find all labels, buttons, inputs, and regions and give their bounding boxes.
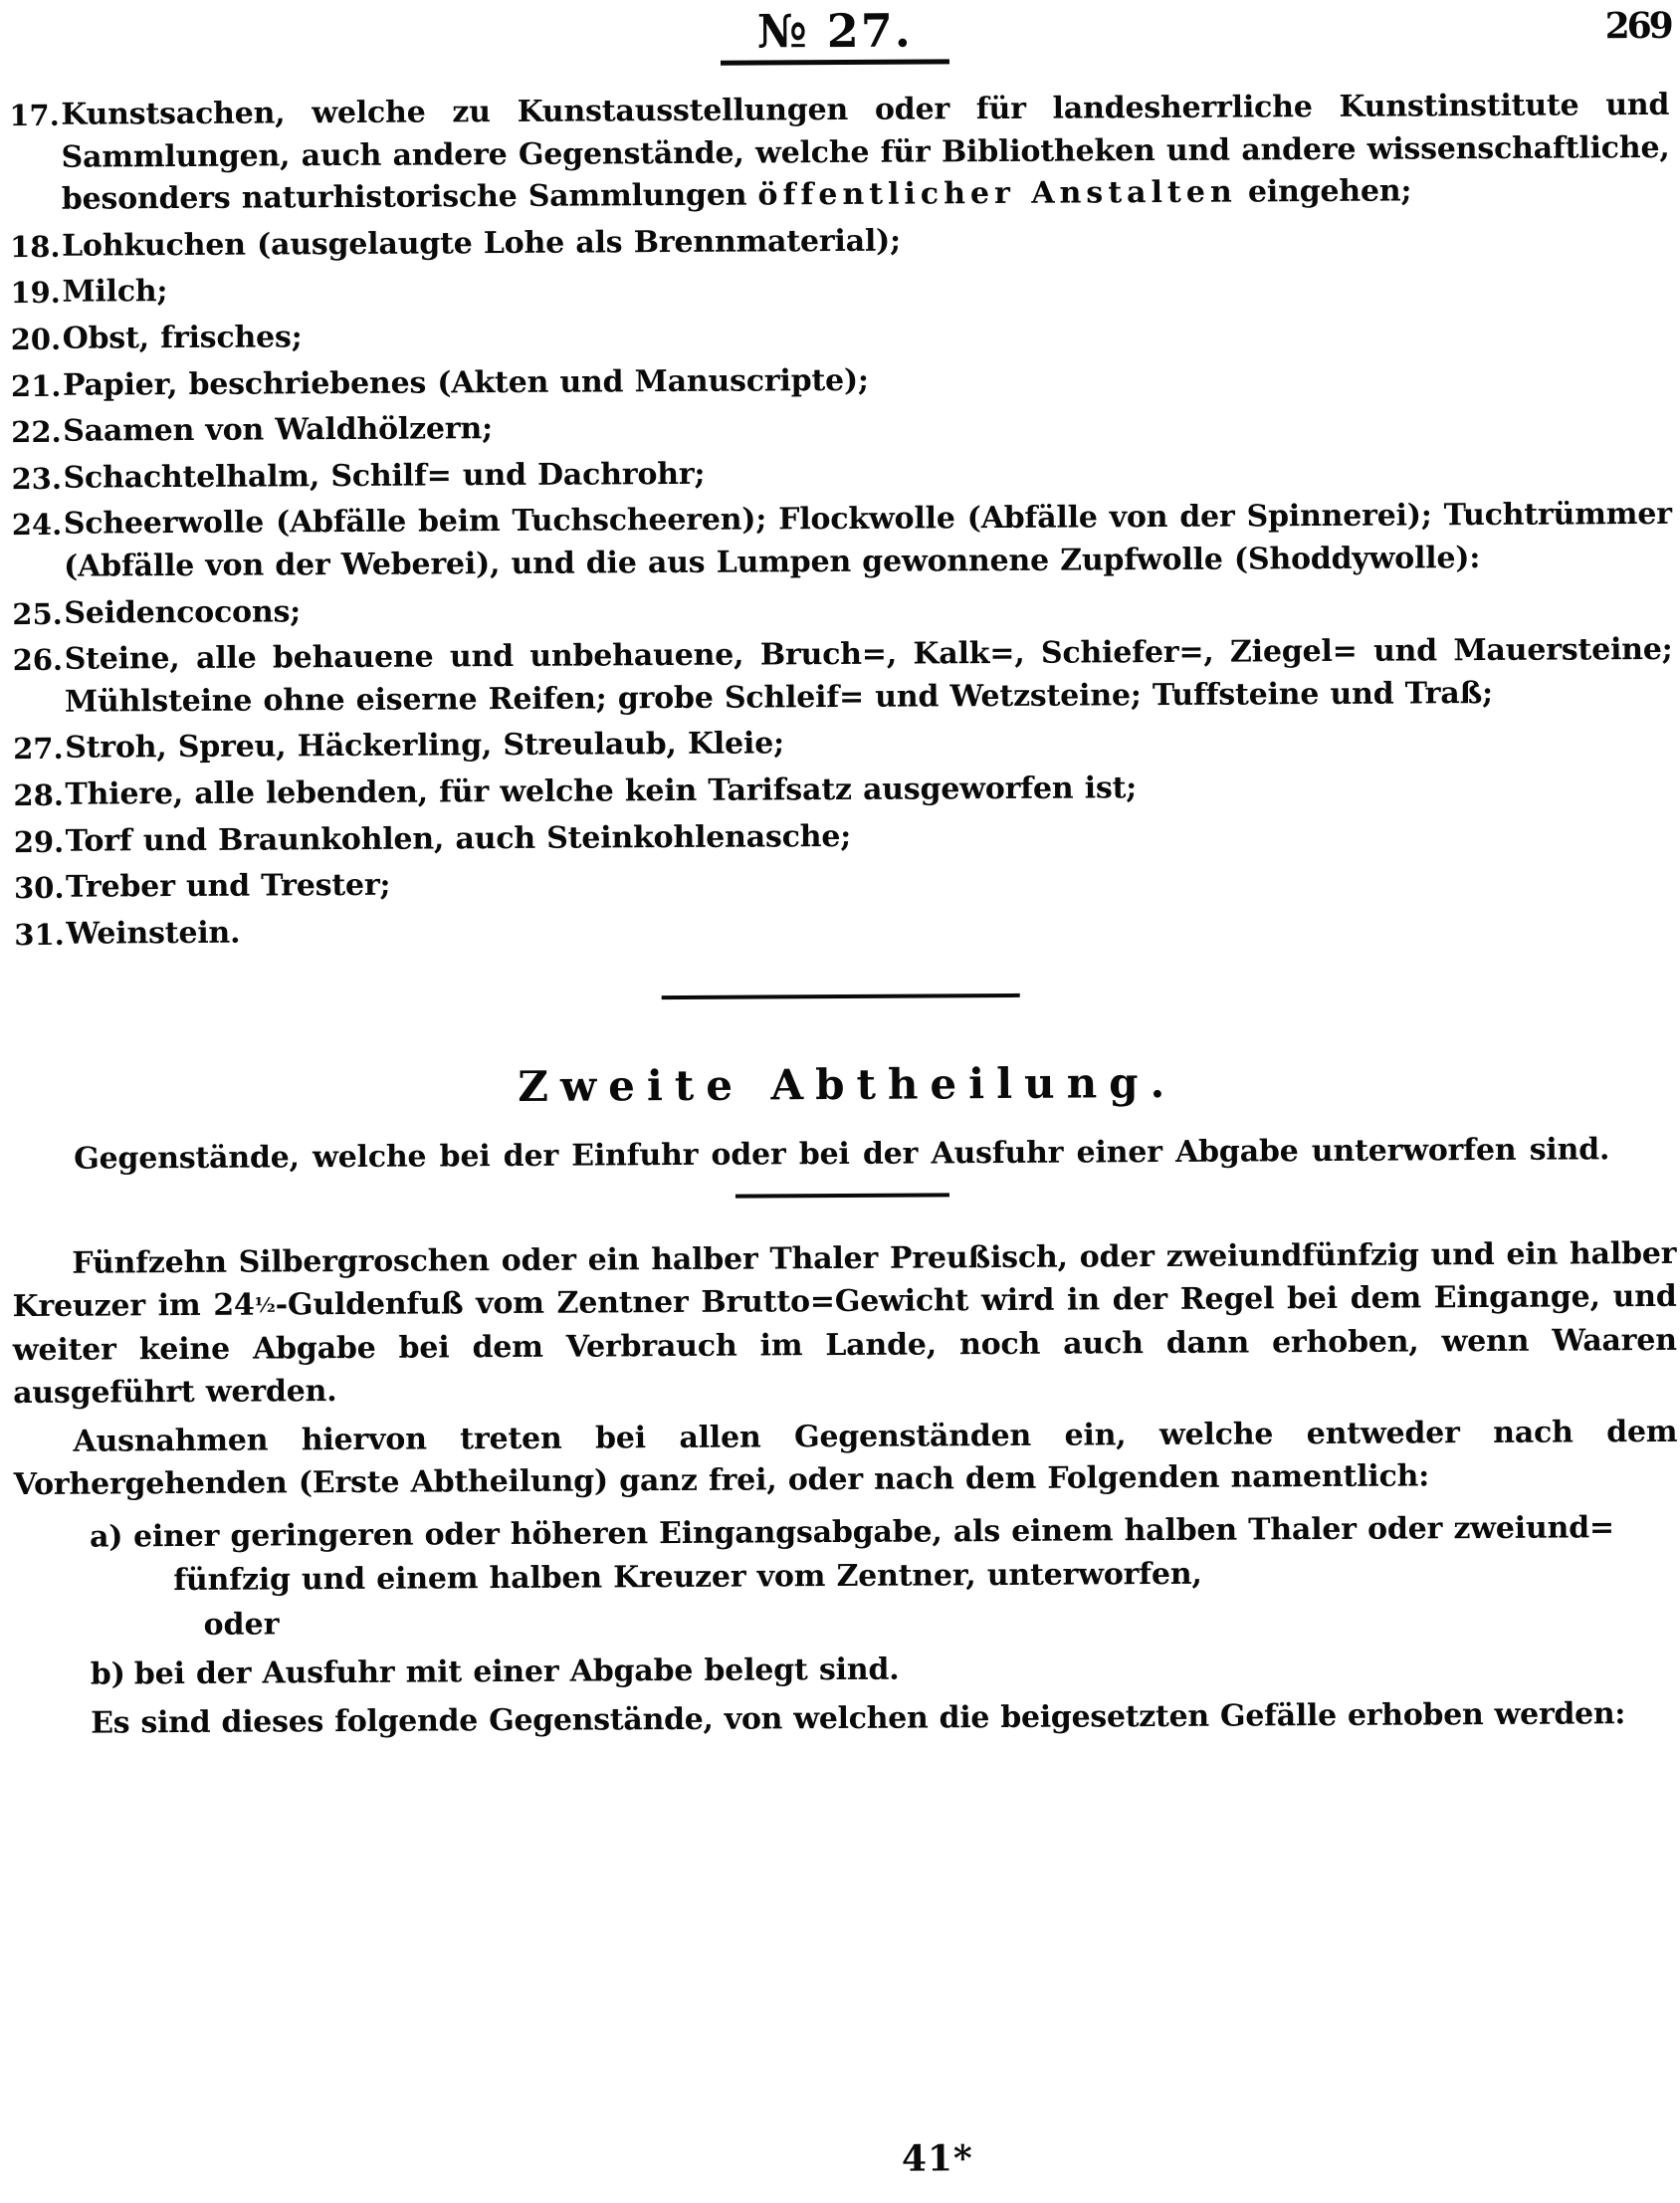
list-item-number: 31. [14, 917, 65, 952]
list-item-text: Seidencocons; [64, 593, 302, 631]
closing-sentence: Es sind dieses folgende Gegenstände, von welchen die beigesetzten Gefälle erhoben werden: [91, 1696, 1626, 1741]
exception-sub-list-continued [5, 1644, 1680, 1696]
page-header [0, 0, 1675, 77]
list-item-text: Stroh, Spreu, Häckerling, Streulaub, Kleie; [65, 726, 785, 767]
list-item-text-part-a: Kunstsachen, welche zu Kunstausstellungen oder für landesherrliche Kunstinstitute und Sammlungen, auch andere Gegenstände, welche für Bibliotheken und andere wissenschaftliche, besonders naturhistorische Sammlungen [61, 87, 1670, 217]
list-item-text: Scheerwolle (Abfälle beim Tuchscheeren); Flockwolle (Abfälle von der Spinnerei); Tuchtrümmer (Abfälle von der Weberei), und die aus Lumpen gewonnene Zupfwolle (Shoddywolle): [63, 497, 1672, 584]
list-item-number: 20. [10, 322, 62, 357]
list-item [0, 309, 1677, 361]
body-paragraph-1-part-a: Fünfzehn Silbergroschen oder ein halber Thaler Preußisch, oder zweiundfünfzig und ein halber Kreuzer im 24 [12, 1236, 1677, 1325]
list-item-text: Treber und Trester; [65, 867, 391, 905]
list-item [0, 718, 1679, 771]
list-item-number: 18. [9, 229, 61, 264]
list-item-number: 17. [9, 98, 60, 133]
list-item-text: Papier, beschriebenes (Akten und Manuscripte); [62, 362, 869, 403]
sub-list-item [5, 1644, 1680, 1696]
list-item-number: 22. [11, 414, 62, 450]
fraction-one-half: ½ [254, 1293, 276, 1318]
division-subtitle: Gegenstände, welche bei der Einfuhr oder bei der Ausfuhr einer Abgabe unterworfen sind. [74, 1132, 1610, 1177]
division-heading: Zweite Abtheilung. [518, 1058, 1177, 1112]
list-item-text: Obst, frisches; [62, 320, 303, 356]
folio-number: 269 [1604, 4, 1671, 48]
list-item-text: Saamen von Waldhölzern; [63, 411, 493, 449]
sub-list-item-line-2: fünfzig und einem halben Kreuzer vom Zentner, unterworfen, [173, 1556, 1202, 1598]
list-item [0, 582, 1678, 635]
sub-list-item-text [133, 1506, 1678, 1602]
list-item-number: 21. [10, 368, 62, 403]
body-paragraph-1 [2, 1232, 1680, 1415]
list-item-number: 29. [13, 824, 65, 859]
list-item-text: Torf und Braunkohlen, auch Steinkohlenasche; [65, 818, 852, 859]
list-item [0, 85, 1676, 222]
list-item-text: Lohkuchen (ausgelaugte Lohe als Brennmaterial); [61, 223, 902, 264]
sub-list-item [4, 1506, 1680, 1603]
section-divider-rule [662, 993, 1020, 999]
list-item [0, 857, 1680, 910]
sub-list-item-letter: b) [90, 1656, 125, 1692]
list-item [0, 765, 1680, 817]
sub-list-item-text: bei der Ausfuhr mit einer Abgabe belegt sind. [133, 1652, 900, 1692]
list-item-number: 26. [12, 642, 64, 678]
list-item-text-part-b: eingehen; [1236, 173, 1412, 210]
connector-oder: oder [203, 1607, 280, 1643]
list-item-text: Steine, alle behauene und unbehauene, Bruch=, Kalk=, Schiefer=, Ziegel= und Mauersteine; Mühlsteine ohne eiserne Reifen; grobe Schleif= und Wetzsteine; Tuffsteine und Traß; [64, 632, 1673, 720]
body-paragraph-1-part-b: -Guldenfuß vom Zentner Brutto=Gewicht wird in der Regel bei dem Eingange, und weiter keine Abgabe bei dem Verbrauch im Lande, noch auch dann erhoben, wenn Waaren ausgeführt werden. [12, 1279, 1677, 1411]
list-item [0, 262, 1676, 315]
list-item-text: Schachtelhalm, Schilf= und Dachrohr; [63, 456, 706, 496]
list-item-text-emphasis: öffentlicher Anstalten [757, 174, 1237, 213]
exception-sub-list [4, 1506, 1680, 1603]
list-item-text: Milch; [62, 274, 168, 311]
list-item [0, 216, 1676, 269]
list-item-text: Weinstein. [66, 915, 241, 952]
list-item-text [61, 85, 1670, 222]
list-item-number: 25. [12, 596, 63, 631]
list-item [0, 810, 1680, 863]
list-item [0, 354, 1677, 407]
list-item-number: 30. [13, 870, 65, 906]
list-item [0, 494, 1678, 588]
list-item-number: 27. [13, 732, 64, 767]
list-item-number: 19. [10, 276, 61, 311]
list-item [0, 401, 1677, 454]
list-item-number: 23. [11, 461, 63, 496]
list-item-number: 24. [11, 508, 63, 543]
list-item [0, 629, 1679, 724]
subtitle-divider-rule [735, 1194, 948, 1199]
issue-number-text: № 27. [756, 3, 913, 59]
list-item-number: 28. [13, 777, 65, 812]
signature-mark: 41* [901, 2137, 973, 2180]
issue-number-heading [0, 0, 1675, 70]
list-item-text: Thiere, alle lebenden, für welche kein Tarifsatz ausgeworfen ist; [65, 771, 1138, 812]
tariff-exempt-list [0, 85, 1680, 957]
sub-list-item-line-1: einer geringeren oder höheren Eingangsabgabe, als einem halben Thaler oder zweiund= [132, 1510, 1614, 1555]
sub-list-item-letter: a) [89, 1519, 123, 1556]
list-item [0, 904, 1680, 957]
body-paragraph-2: Ausnahmen hiervon treten bei allen Gegenständen ein, welche entweder nach dem Vorhergehenden (Erste Abtheilung) ganz frei, oder nach dem Folgenden namentlich: [13, 1414, 1678, 1503]
issue-number-underline [721, 59, 949, 65]
list-item [0, 448, 1678, 501]
